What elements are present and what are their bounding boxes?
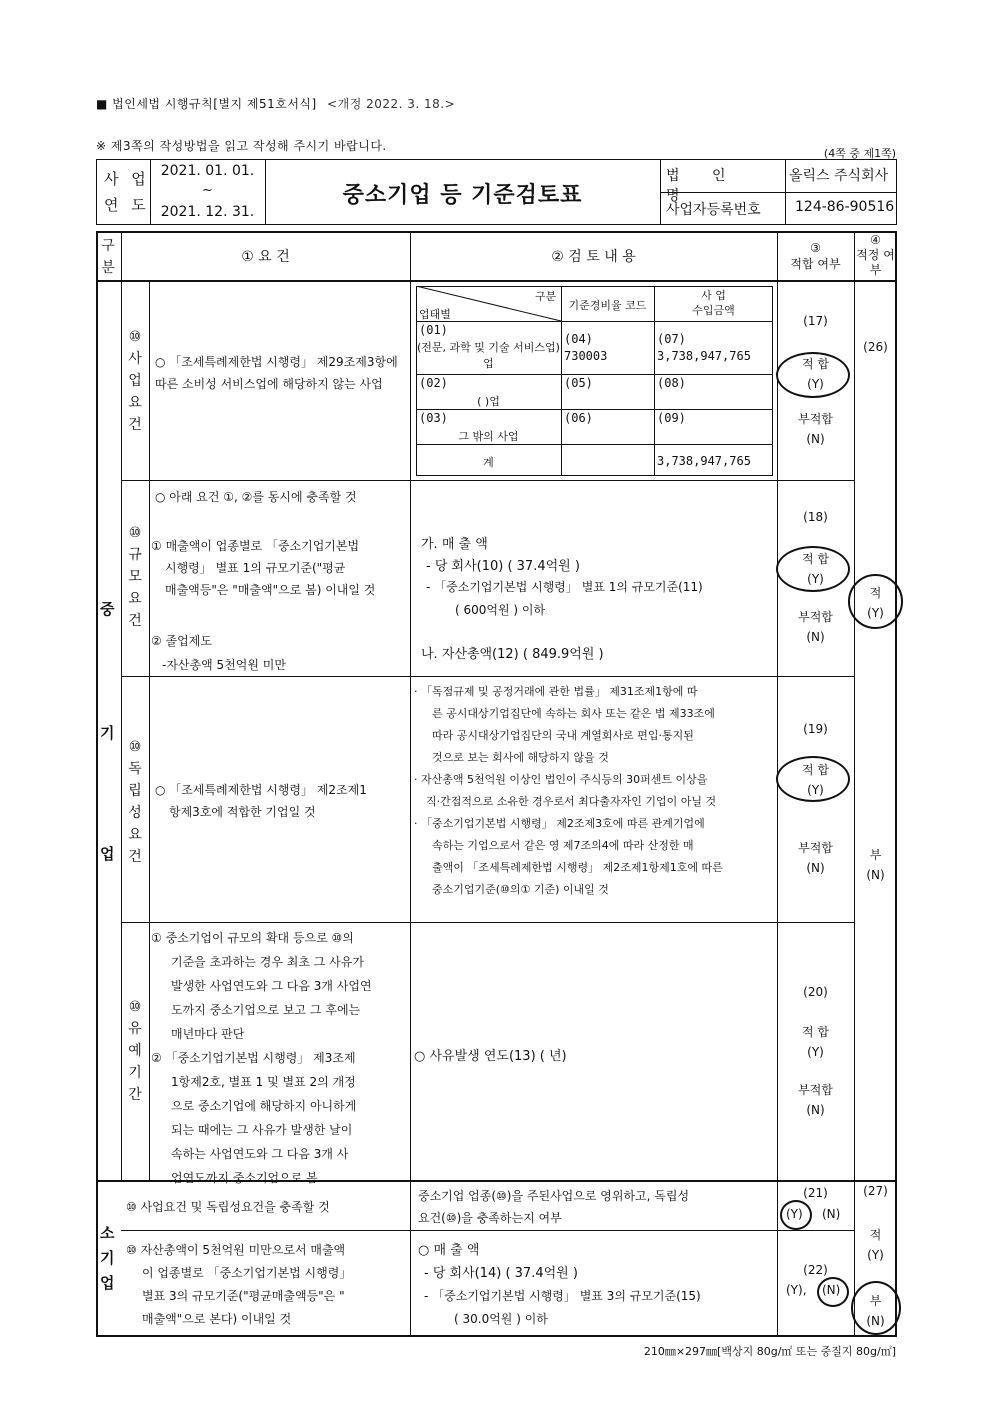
row106-review: ○ 매 출 액 - 당 회사(14) ( 37.4억원 ) - 「중소기업기본법 시행령」 별표 3의 규모기준(15) ( 30.0억원 ) 이하 xyxy=(418,1243,701,1326)
row102-rev-a: 가. 매 출 액 xyxy=(421,537,488,552)
row103-requirement: ○ 「조세특례제한법 시행령」 제2조제1 항제3호에 적합한 기업일 것 xyxy=(155,783,367,819)
tbl-r1-no: (01) xyxy=(419,323,448,337)
period-end: 2021. 12. 31. xyxy=(160,204,255,220)
period-start: 2021. 01. 01. xyxy=(160,163,255,179)
final-small-yes: 적 (Y) xyxy=(867,1228,884,1262)
row101-label: ⑩ 사 업 요 건 xyxy=(128,329,142,433)
row102-fit-notfit: 부적합 (N) xyxy=(798,610,833,644)
category-small-3: 업 xyxy=(100,1274,115,1292)
row103-fit-notfit: 부적합 (N) xyxy=(798,841,833,875)
category-small-1: 소 xyxy=(100,1224,115,1242)
tbl-r2-name: ( )업 xyxy=(477,395,500,408)
row104-requirement: ① 중소기업이 규모의 확대 등으로 ⑩의 기준을 초과하는 경우 최초 그 사유가 발생한 사업연도와 그 다음 3개 사업연 도까지 중소기업으로 보고 그 후에는 매년마다 판단 ② 「중소기업기본법 시행령」 제3조제 1항제2호, 별표 1 및 별표 2의 개정 으로 중소기업에 해당하지 아니하게 되는 때에는 그 사유가 발생한 날이 속하는 사업연도와 그 다음 3개 사 업연도까지 중소기업으로 봄 xyxy=(151,931,372,1185)
period-tilde: ~ xyxy=(202,183,213,198)
row103-fit-circle xyxy=(776,756,850,802)
row102-rev-c: - 「중소기업기본법 시행령」 별표 1의 규모기준(11) xyxy=(426,580,703,594)
final-middle-notfit: 부 (N) xyxy=(866,848,885,882)
row102-fit-yes: 적 합 (Y) xyxy=(802,552,829,586)
col-category: 구분 xyxy=(101,238,115,276)
row102-rev-e: 나. 자산총액(12) ( 849.9억원 ) xyxy=(421,647,604,662)
tbl-r1-code-no: (04) xyxy=(564,332,593,346)
final-middle-yes: 적 (Y) xyxy=(867,586,884,620)
row102-rev-b: - 당 회사(10) ( 37.4억원 ) xyxy=(426,559,580,574)
period-label-2: 연 도 xyxy=(104,196,150,214)
tbl-h-amount: 사 업 수입금액 xyxy=(692,289,735,317)
row105-fit-notfit: (N) xyxy=(822,1207,841,1221)
col-review: ② 검 토 내 용 xyxy=(551,249,636,265)
row105-fit-yes: (Y) xyxy=(786,1207,803,1221)
tbl-h-type: 구분 xyxy=(535,290,557,303)
row106-fit-yes: (Y), xyxy=(786,1283,807,1297)
row102-req-1: ① 매출액이 업종별로 「중소기업기본법 시행령」 별표 1의 규모기준("평균 매출액등"은 "매출액"으로 봄) 이내일 것 xyxy=(151,539,376,597)
tbl-r3-code-no: (06) xyxy=(564,411,593,425)
row104-fit-notfit: 부적합 (N) xyxy=(798,1083,833,1117)
category-middle-3: 업 xyxy=(100,845,115,863)
row106-fit-no: (22) xyxy=(803,1263,828,1277)
tbl-r2-no: (02) xyxy=(419,376,448,390)
corp-name: 올릭스 주식회사 xyxy=(789,168,889,184)
revision-text: <개정 2022. 3. 18.> xyxy=(327,97,456,111)
row102-fit-circle xyxy=(776,546,850,592)
row101-fit-yes: 적 합 (Y) xyxy=(802,357,829,391)
page-info: (4쪽 중 제1쪽) xyxy=(823,147,896,160)
row104-fit-no: (20) xyxy=(803,985,828,999)
row105-review: 중소기업 업종(⑩)을 주된사업으로 영위하고, 독립성 요건(⑩)을 충족하는지 여부 xyxy=(418,1189,690,1225)
period-label-1: 사 업 xyxy=(104,170,150,188)
instruction-note: ※ 제3쪽의 작성방법을 읽고 작성해 주시기 바랍니다. xyxy=(96,139,387,153)
form-reference xyxy=(96,95,455,112)
tbl-r3-amt-no: (09) xyxy=(657,411,686,425)
row101-requirement: ○ 「조세특례제한법 시행령」 제29조제3항에 따른 소비성 서비스업에 해당하지 않는 사업 xyxy=(155,355,398,391)
tbl-r3-name: 그 밖의 사업 xyxy=(458,430,519,443)
page-title: 중소기업 등 기준검토표 xyxy=(342,183,583,208)
row102-req-2b: -자산총액 5천억원 미만 xyxy=(162,658,286,672)
row105-fit-circle xyxy=(780,1200,812,1230)
bizno: 124-86-90516 xyxy=(795,199,895,215)
row103-label: ⑩ 독 립 성 요 건 xyxy=(128,739,142,865)
row101-fit-notfit: 부적합 (N) xyxy=(798,412,833,446)
tbl-r1-name: (전문, 과학 및 기술 서비스업)업 xyxy=(417,341,560,370)
row104-fit-yes: 적 합 (Y) xyxy=(802,1025,829,1059)
tbl-total-amt: 3,738,947,765 xyxy=(657,454,751,468)
tbl-h-code: 기준경비율 코드 xyxy=(568,299,647,312)
col-requirement: ① 요 건 xyxy=(241,249,290,265)
row105-fit-no: (21) xyxy=(803,1186,828,1200)
row106-fit-notfit: (N) xyxy=(822,1283,841,1297)
col-final: ④ 적정 여부 xyxy=(856,233,895,277)
row101-fit-no: (17) xyxy=(803,314,828,328)
tbl-r1-amt: 3,738,947,765 xyxy=(657,349,751,363)
category-middle-2: 기 xyxy=(100,724,115,742)
paper-spec: 210㎜×297㎜[백상지 80g/㎡ 또는 중질지 80g/㎡] xyxy=(643,1345,896,1358)
row106-fit-circle xyxy=(817,1277,849,1307)
row101-fit-circle xyxy=(776,352,850,398)
row102-req-2a: ② 졸업제도 xyxy=(151,634,212,648)
tbl-h-biz: 업태별 xyxy=(419,308,451,321)
col-fit: ③ 적합 여부 xyxy=(790,241,841,271)
row104-review: ○ 사유발생 연도(13) ( 년) xyxy=(414,1049,567,1064)
final-small-circle xyxy=(851,1281,901,1335)
tbl-r3-no: (03) xyxy=(419,411,448,425)
final-small-notfit: 부 (N) xyxy=(866,1294,885,1328)
category-small-2: 기 xyxy=(100,1249,115,1267)
bizno-label: 사업자등록번호 xyxy=(666,202,761,218)
row104-label: ⑩ 유 예 기 간 xyxy=(128,999,142,1103)
corp-name-label: 법 인 명 xyxy=(666,168,740,204)
tbl-r2-amt-no: (08) xyxy=(657,376,686,390)
row105-requirement: ⑩ 사업요건 및 독립성요건을 충족할 것 xyxy=(126,1200,330,1214)
tbl-r2-code-no: (05) xyxy=(564,376,593,390)
row103-fit-no: (19) xyxy=(803,722,828,736)
row106-requirement: ⑩ 자산총액이 5천억원 미만으로서 매출액 이 업종별로 「중소기업기본법 시행령」 별표 3의 규모기준("평균매출액등"은 " 매출액"으로 본다) 이내일 것 xyxy=(126,1243,352,1326)
row103-review: · 「독점규제 및 공정거래에 관한 법률」 제31조제1항에 따 른 공시대상기업집단에 속하는 회사 또는 같은 법 제33조에 따라 공시대상기업집단의 국내 계열회사로 편입·통지된 것으로 보는 회사에 해당하지 않을 것 · 자산총액 5천억원 이상인 법인이 주식등의 30퍼센트 이상을 직·간접적으로 소유한 경우로서 최다출자자인 기업이 아닐 것 · 「중소기업기본법 시행령」 제2조제3호에 따른 관계기업에 속하는 기업으로서 같은 영 제7조의4에 따라 산정한 매 출액이 「조세특례제한법 시행령」 제2조제1항제1호에 따른 중소기업기준(⑩의① 기준) 이내일 것 xyxy=(414,685,723,896)
tbl-total-label: 계 xyxy=(483,456,494,469)
final-middle-circle xyxy=(848,574,903,629)
final-small-no: (27) xyxy=(863,1184,888,1198)
row102-rev-d: ( 600억원 ) 이하 xyxy=(455,603,546,617)
row103-fit-yes: 적 합 (Y) xyxy=(802,763,829,797)
category-middle-1: 중 xyxy=(100,600,115,618)
form-ref-text: ■ 법인세법 시행규칙[별지 제51호서식] xyxy=(96,97,317,111)
final-middle-no: (26) xyxy=(863,340,888,354)
tbl-r1-amt-no: (07) xyxy=(657,332,686,346)
row102-req-intro: ○ 아래 요건 ①, ②를 동시에 충족할 것 xyxy=(155,490,357,504)
tbl-r1-code: 730003 xyxy=(564,349,608,363)
row102-label: ⑩ 규 모 요 건 xyxy=(128,525,142,629)
row102-fit-no: (18) xyxy=(803,510,828,524)
